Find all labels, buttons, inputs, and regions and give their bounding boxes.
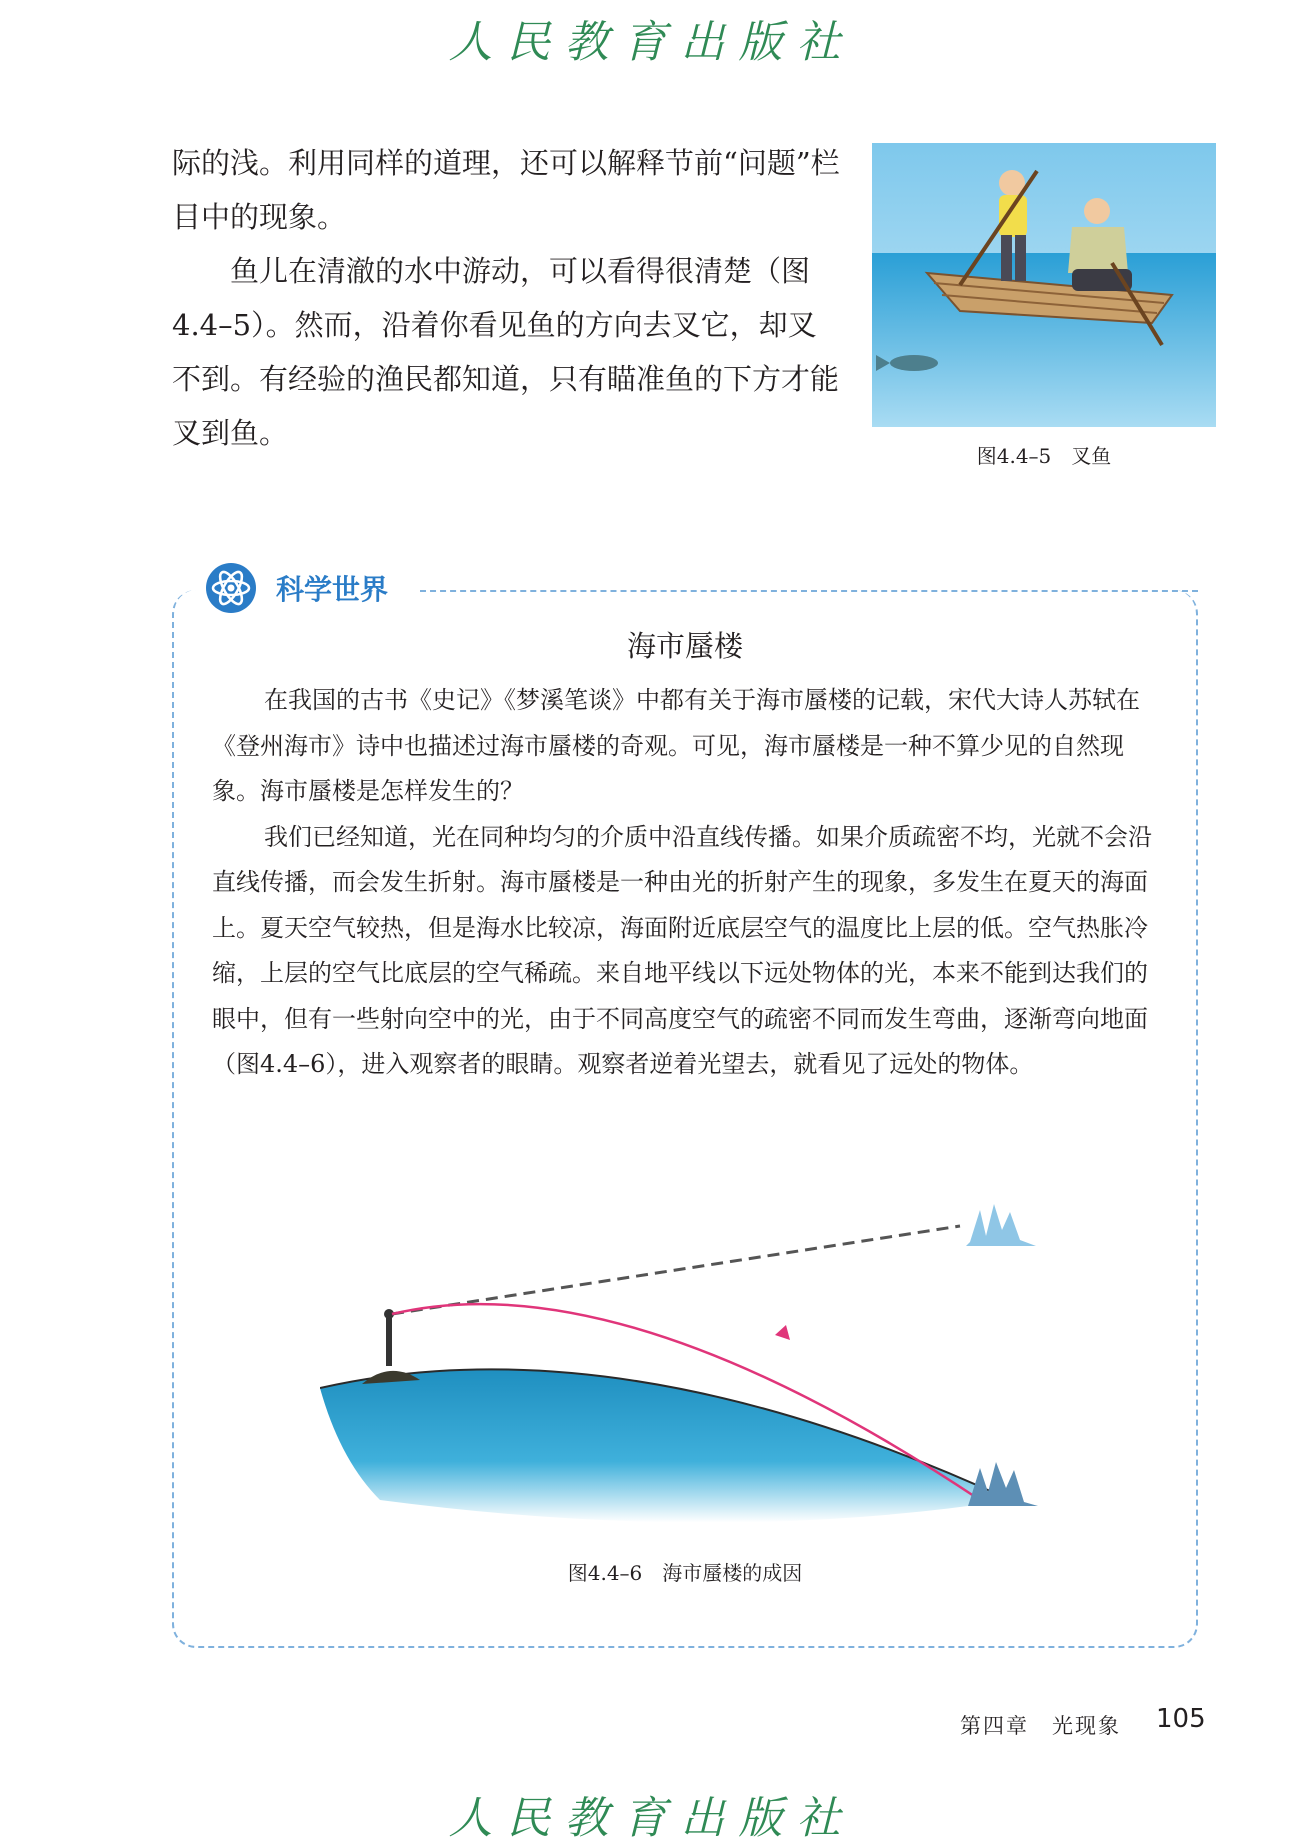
science-world-box-topline [420, 590, 1198, 592]
man-shirt [1068, 227, 1128, 273]
water [872, 253, 1216, 427]
intro-paragraph-2: 鱼儿在清澈的水中游动，可以看得很清楚（图4.4–5）。然而，沿着你看见鱼的方向去叉它，却叉不到。有经验的渔民都知道，只有瞄准鱼的下方才能叉到鱼。 [172, 254, 840, 450]
fish [890, 355, 938, 371]
mirage-diagram [320, 1200, 1060, 1530]
ray-arrow [775, 1325, 790, 1340]
figure-4-4-5-caption: 图4.4–5 叉鱼 [976, 444, 1112, 468]
publisher-watermark-bottom: 人民教育出版社 [448, 1793, 855, 1844]
article-title: 海市蜃楼 [626, 629, 743, 663]
fish-spearing-illustration [872, 143, 1216, 427]
man-head [1084, 198, 1110, 224]
publisher-watermark-top: 人民教育出版社 [448, 17, 855, 68]
intro-paragraph-1: 际的浅。利用同样的道理，还可以解释节前“问题”栏目中的现象。 [172, 146, 840, 234]
intro-text [172, 136, 840, 460]
page-number: 105 [1156, 1704, 1206, 1734]
atom-icon [205, 562, 257, 614]
mirage-image [966, 1204, 1036, 1246]
article-paragraph-2: 我们已经知道，光在同种均匀的介质中沿直线传播。如果介质疏密不均，光就不会沿直线传播，而会发生折射。海市蜃楼是一种由光的折射产生的现象，多发生在夏天的海面上。夏天空气较热，但是海水比较凉，海面附近底层空气的温度比上层的低。空气热胀冷缩，上层的空气比底层的空气稀疏。来自地平线以下远处物体的光，本来不能到达我们的眼中，但有一些射向空中的光，由于不同高度空气的疏密不同而发生弯曲，逐渐弯向地面（图4.4–6），进入观察者的眼睛。观察者逆着光望去，就看见了远处的物体。 [212, 822, 1152, 1078]
science-world-label: 科学世界 [276, 573, 389, 606]
sea [320, 1369, 1010, 1522]
distant-object [968, 1462, 1038, 1506]
article-paragraph-1: 在我国的古书《史记》《梦溪笔谈》中都有关于海市蜃楼的记载，宋代大诗人苏轼在《登州海市》诗中也描述过海市蜃楼的奇观。可见，海市蜃楼是一种不算少见的自然现象。海市蜃楼是怎样发生的？ [212, 686, 1140, 805]
sight-line [392, 1226, 960, 1314]
boy-shirt [999, 195, 1027, 237]
chapter-footer: 第四章 光现象 [960, 1714, 1121, 1738]
article-body [212, 678, 1162, 1088]
observer [386, 1318, 392, 1366]
figure-4-4-6-caption: 图4.4–6 海市蜃楼的成因 [567, 1561, 803, 1585]
